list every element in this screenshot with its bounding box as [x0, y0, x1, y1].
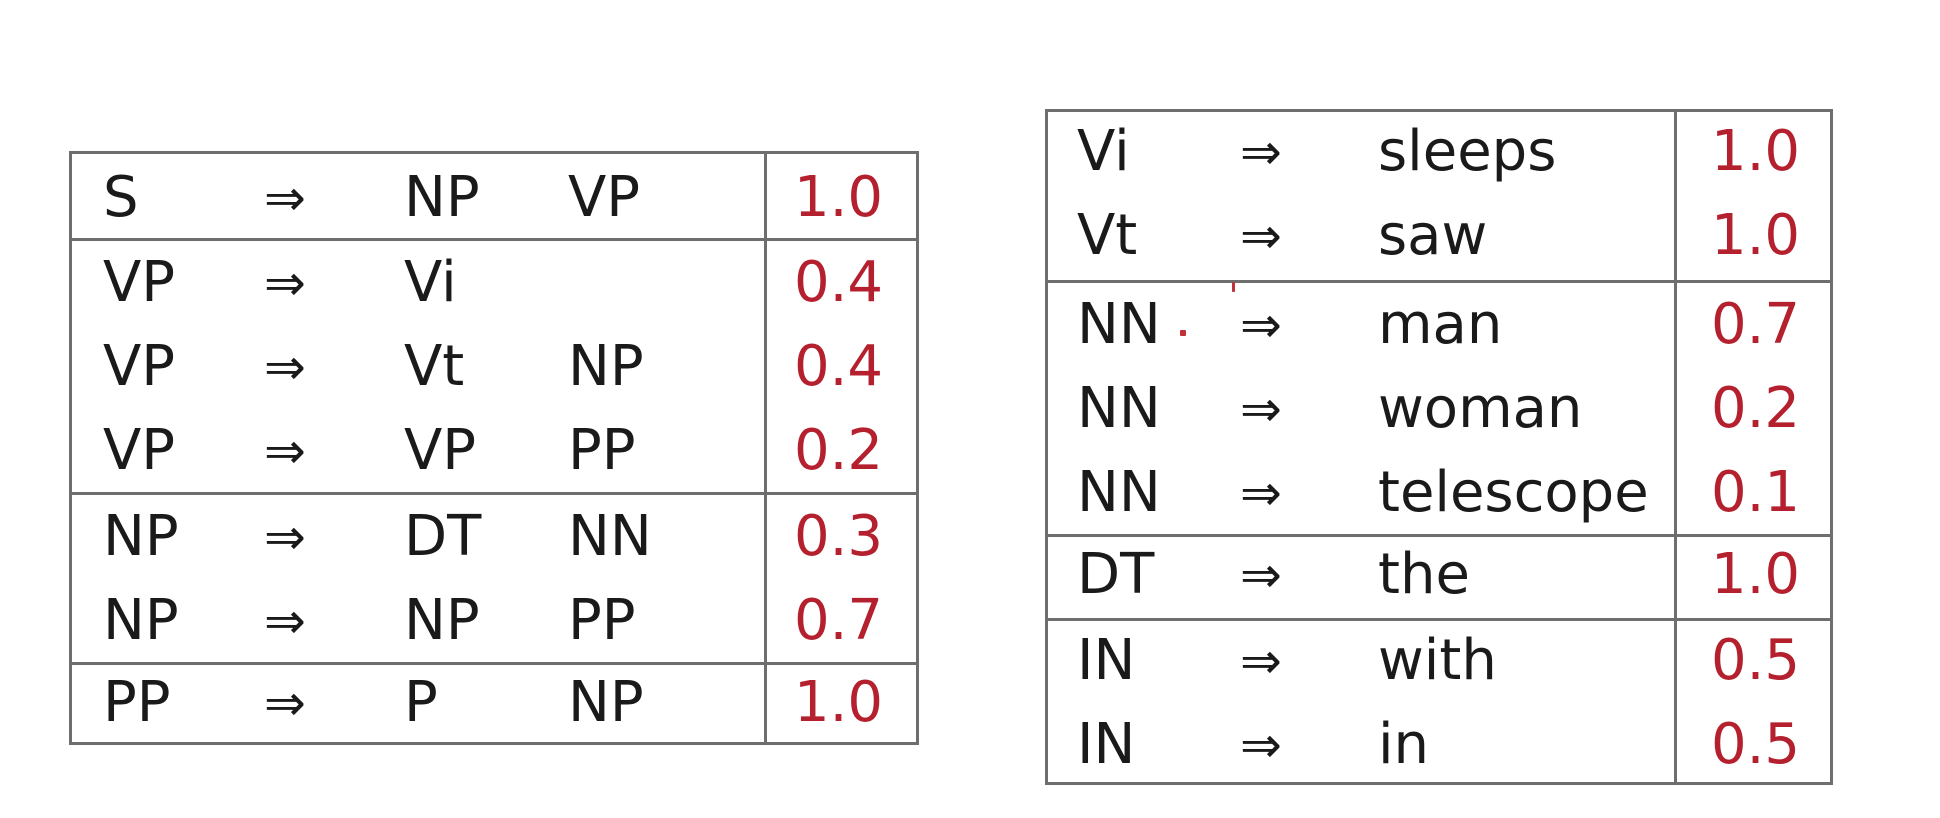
- rule-row: [72, 495, 916, 579]
- rule-row: [1048, 451, 1830, 535]
- rule-arrow: ⇒: [264, 592, 306, 650]
- rule-arrow: ⇒: [1240, 380, 1282, 438]
- rule-rhs-1: saw: [1378, 203, 1488, 268]
- rule-arrow: ⇒: [264, 508, 306, 566]
- rule-lhs: IN: [1077, 712, 1136, 777]
- rule-row: [1048, 619, 1830, 703]
- rule-group-pp: [72, 662, 916, 742]
- rule-arrow: ⇒: [1240, 546, 1282, 604]
- rule-lhs: DT: [1077, 542, 1155, 607]
- rule-probability: 0.5: [1711, 712, 1801, 777]
- rule-probability: 0.5: [1711, 628, 1801, 693]
- rule-lhs: NN: [1077, 460, 1161, 525]
- rule-lhs: VP: [103, 418, 176, 483]
- rule-rhs-1: DT: [404, 504, 482, 569]
- rule-row: [72, 156, 916, 240]
- annotation-dot: [1180, 330, 1186, 336]
- rule-lhs: NP: [103, 504, 179, 569]
- rule-probability: 0.2: [794, 418, 884, 483]
- rule-arrow: ⇒: [1240, 632, 1282, 690]
- rule-group-nouns: [1048, 280, 1830, 534]
- rule-arrow: ⇒: [1240, 207, 1282, 265]
- rule-row: [72, 241, 916, 325]
- rule-arrow: ⇒: [264, 422, 306, 480]
- rule-rhs-1: VP: [404, 418, 477, 483]
- rule-probability: 0.4: [794, 334, 884, 399]
- rule-probability: 1.0: [1711, 203, 1801, 268]
- rule-row: [1048, 367, 1830, 451]
- rule-rhs-1: sleeps: [1378, 119, 1557, 184]
- rule-lhs: NP: [103, 588, 179, 653]
- rule-lhs: Vi: [1077, 119, 1130, 184]
- rule-group-prepositions: [1048, 618, 1830, 782]
- rule-row: [1048, 703, 1830, 787]
- rule-arrow: ⇒: [264, 169, 306, 227]
- rule-row: [1048, 110, 1830, 194]
- rule-lhs: PP: [103, 670, 171, 735]
- rule-rhs-2: PP: [568, 418, 636, 483]
- rule-rhs-1: NP: [404, 165, 480, 230]
- rule-rhs-1: NP: [404, 588, 480, 653]
- rule-rhs-1: telescope: [1378, 460, 1649, 525]
- rule-row: [1048, 194, 1830, 278]
- annotation-tick: [1232, 282, 1235, 292]
- rule-row: [72, 579, 916, 663]
- rule-rhs-2: PP: [568, 588, 636, 653]
- rule-group-s: [72, 154, 916, 242]
- rule-probability: 1.0: [794, 165, 884, 230]
- rule-probability: 1.0: [794, 670, 884, 735]
- rule-probability: 1.0: [1711, 542, 1801, 607]
- rule-probability: 1.0: [1711, 119, 1801, 184]
- lexical-rules-table: [1045, 109, 1833, 785]
- rule-row: [1048, 533, 1830, 617]
- rule-group-vp: [72, 238, 916, 494]
- rule-group-verbs: [1048, 112, 1830, 284]
- rule-row: [72, 325, 916, 409]
- rule-row: [72, 409, 916, 493]
- rule-row: [1048, 283, 1830, 367]
- rule-probability: 0.7: [794, 588, 884, 653]
- rule-group-np: [72, 492, 916, 664]
- rule-rhs-1: the: [1378, 542, 1470, 607]
- rule-arrow: ⇒: [264, 254, 306, 312]
- rule-probability: 0.4: [794, 250, 884, 315]
- rule-arrow: ⇒: [1240, 716, 1282, 774]
- rule-arrow: ⇒: [264, 338, 306, 396]
- rule-lhs: NN: [1077, 376, 1161, 441]
- rule-rhs-1: Vt: [404, 334, 465, 399]
- rule-rhs-1: in: [1378, 712, 1430, 777]
- rule-arrow: ⇒: [1240, 123, 1282, 181]
- rule-arrow: ⇒: [1240, 296, 1282, 354]
- rule-rhs-2: VP: [568, 165, 641, 230]
- nonterminal-rules-table: [69, 151, 919, 745]
- rule-arrow: ⇒: [264, 674, 306, 732]
- rule-lhs: NN: [1077, 292, 1161, 357]
- rule-probability: 0.1: [1711, 460, 1801, 525]
- rule-probability: 0.3: [794, 504, 884, 569]
- rule-rhs-2: NP: [568, 334, 644, 399]
- rule-rhs-1: man: [1378, 292, 1503, 357]
- rule-arrow: ⇒: [1240, 464, 1282, 522]
- rule-lhs: IN: [1077, 628, 1136, 693]
- rule-rhs-1: with: [1378, 628, 1497, 693]
- rule-rhs-2: NN: [568, 504, 652, 569]
- rule-rhs-2: NP: [568, 670, 644, 735]
- rule-probability: 0.7: [1711, 292, 1801, 357]
- rule-lhs: VP: [103, 334, 176, 399]
- rule-rhs-1: woman: [1378, 376, 1583, 441]
- rule-rhs-1: Vi: [404, 250, 457, 315]
- rule-rhs-1: P: [404, 670, 438, 735]
- rule-probability: 0.2: [1711, 376, 1801, 441]
- rule-row: [72, 661, 916, 745]
- rule-lhs: VP: [103, 250, 176, 315]
- rule-group-determiner: [1048, 534, 1830, 618]
- rule-lhs: S: [103, 165, 139, 230]
- rule-lhs: Vt: [1077, 203, 1138, 268]
